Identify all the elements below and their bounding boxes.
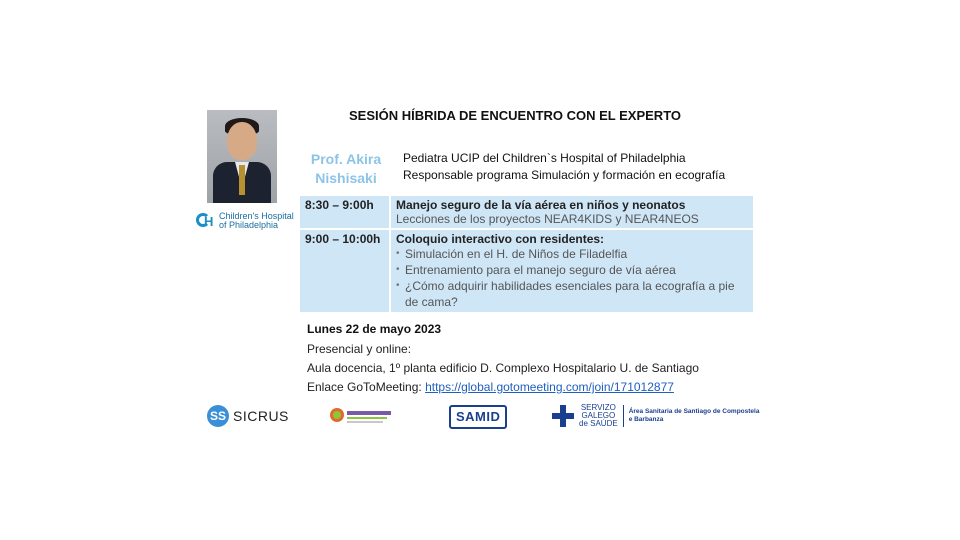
childrens-hospital-logo [196,210,294,232]
schedule-row [300,196,753,229]
sergas-logo [552,404,761,428]
link-label: Enlace GoToMeeting: [307,380,426,394]
samid-logo [449,405,507,429]
chop-logo-icon: H [196,211,216,231]
event-date: Lunes 22 de mayo 2023 [307,322,442,336]
event-venue: Aula docencia, 1º planta edificio D. Complexo Hospitalario U. de Santiago [307,361,699,375]
gotomeeting-link[interactable]: https://global.gotomeeting.com/join/171012877 [425,380,674,394]
schedule-content [390,229,753,312]
list-item: • Simulación en el H. de Niños de Filadelfia [396,246,749,262]
speaker-photo [207,110,277,203]
schedule-content [390,196,753,229]
seup-logo [327,403,393,427]
sicrus-logo-text: SICRUS [233,408,289,424]
sergas-area: Área Sanitaria de Santiago de Compostela e Barbanza [628,408,760,423]
sergas-cross-icon [552,405,574,427]
schedule-heading: Coloquio interactivo con residentes: [396,232,605,246]
chop-logo-text: Children's Hospital of Philadelphia [219,211,294,230]
schedule-subtitle: Lecciones de los proyectos NEAR4KIDS y NEAR4NEOS [396,212,699,226]
photo-face [227,122,257,160]
sicrus-logo [207,405,289,427]
sergas-divider [623,405,624,427]
samid-logo-text: SAMID [449,405,507,429]
event-mode: Presencial y online: [307,342,412,356]
speaker-name: Prof. Akira Nishisaki [310,151,382,186]
schedule-time: 8:30 – 9:00h [300,196,390,229]
schedule-time: 9:00 – 10:00h [300,229,390,312]
schedule-bullets [396,246,749,310]
sicrus-logo-icon: SS [207,405,229,427]
photo-tie [239,165,245,195]
event-link-line [307,380,674,394]
schedule-table [300,196,753,312]
page-title: SESIÓN HÍBRIDA DE ENCUENTRO CON EL EXPERTO [348,108,682,123]
schedule-row [300,229,753,312]
sergas-name: SERVIZO GALEGO de SAÚDE [579,403,618,428]
list-item: • Entrenamiento para el manejo seguro de vía aérea [396,262,749,278]
list-item: • ¿Cómo adquirir habilidades esenciales para la ecografía a pie de cama? [396,278,749,310]
schedule-heading: Manejo seguro de la vía aérea en niños y neonatos [396,198,686,212]
speaker-role: Pediatra UCIP del Children`s Hospital of Philadelphia Responsable programa Simulación y formación en ecografía [403,151,726,182]
